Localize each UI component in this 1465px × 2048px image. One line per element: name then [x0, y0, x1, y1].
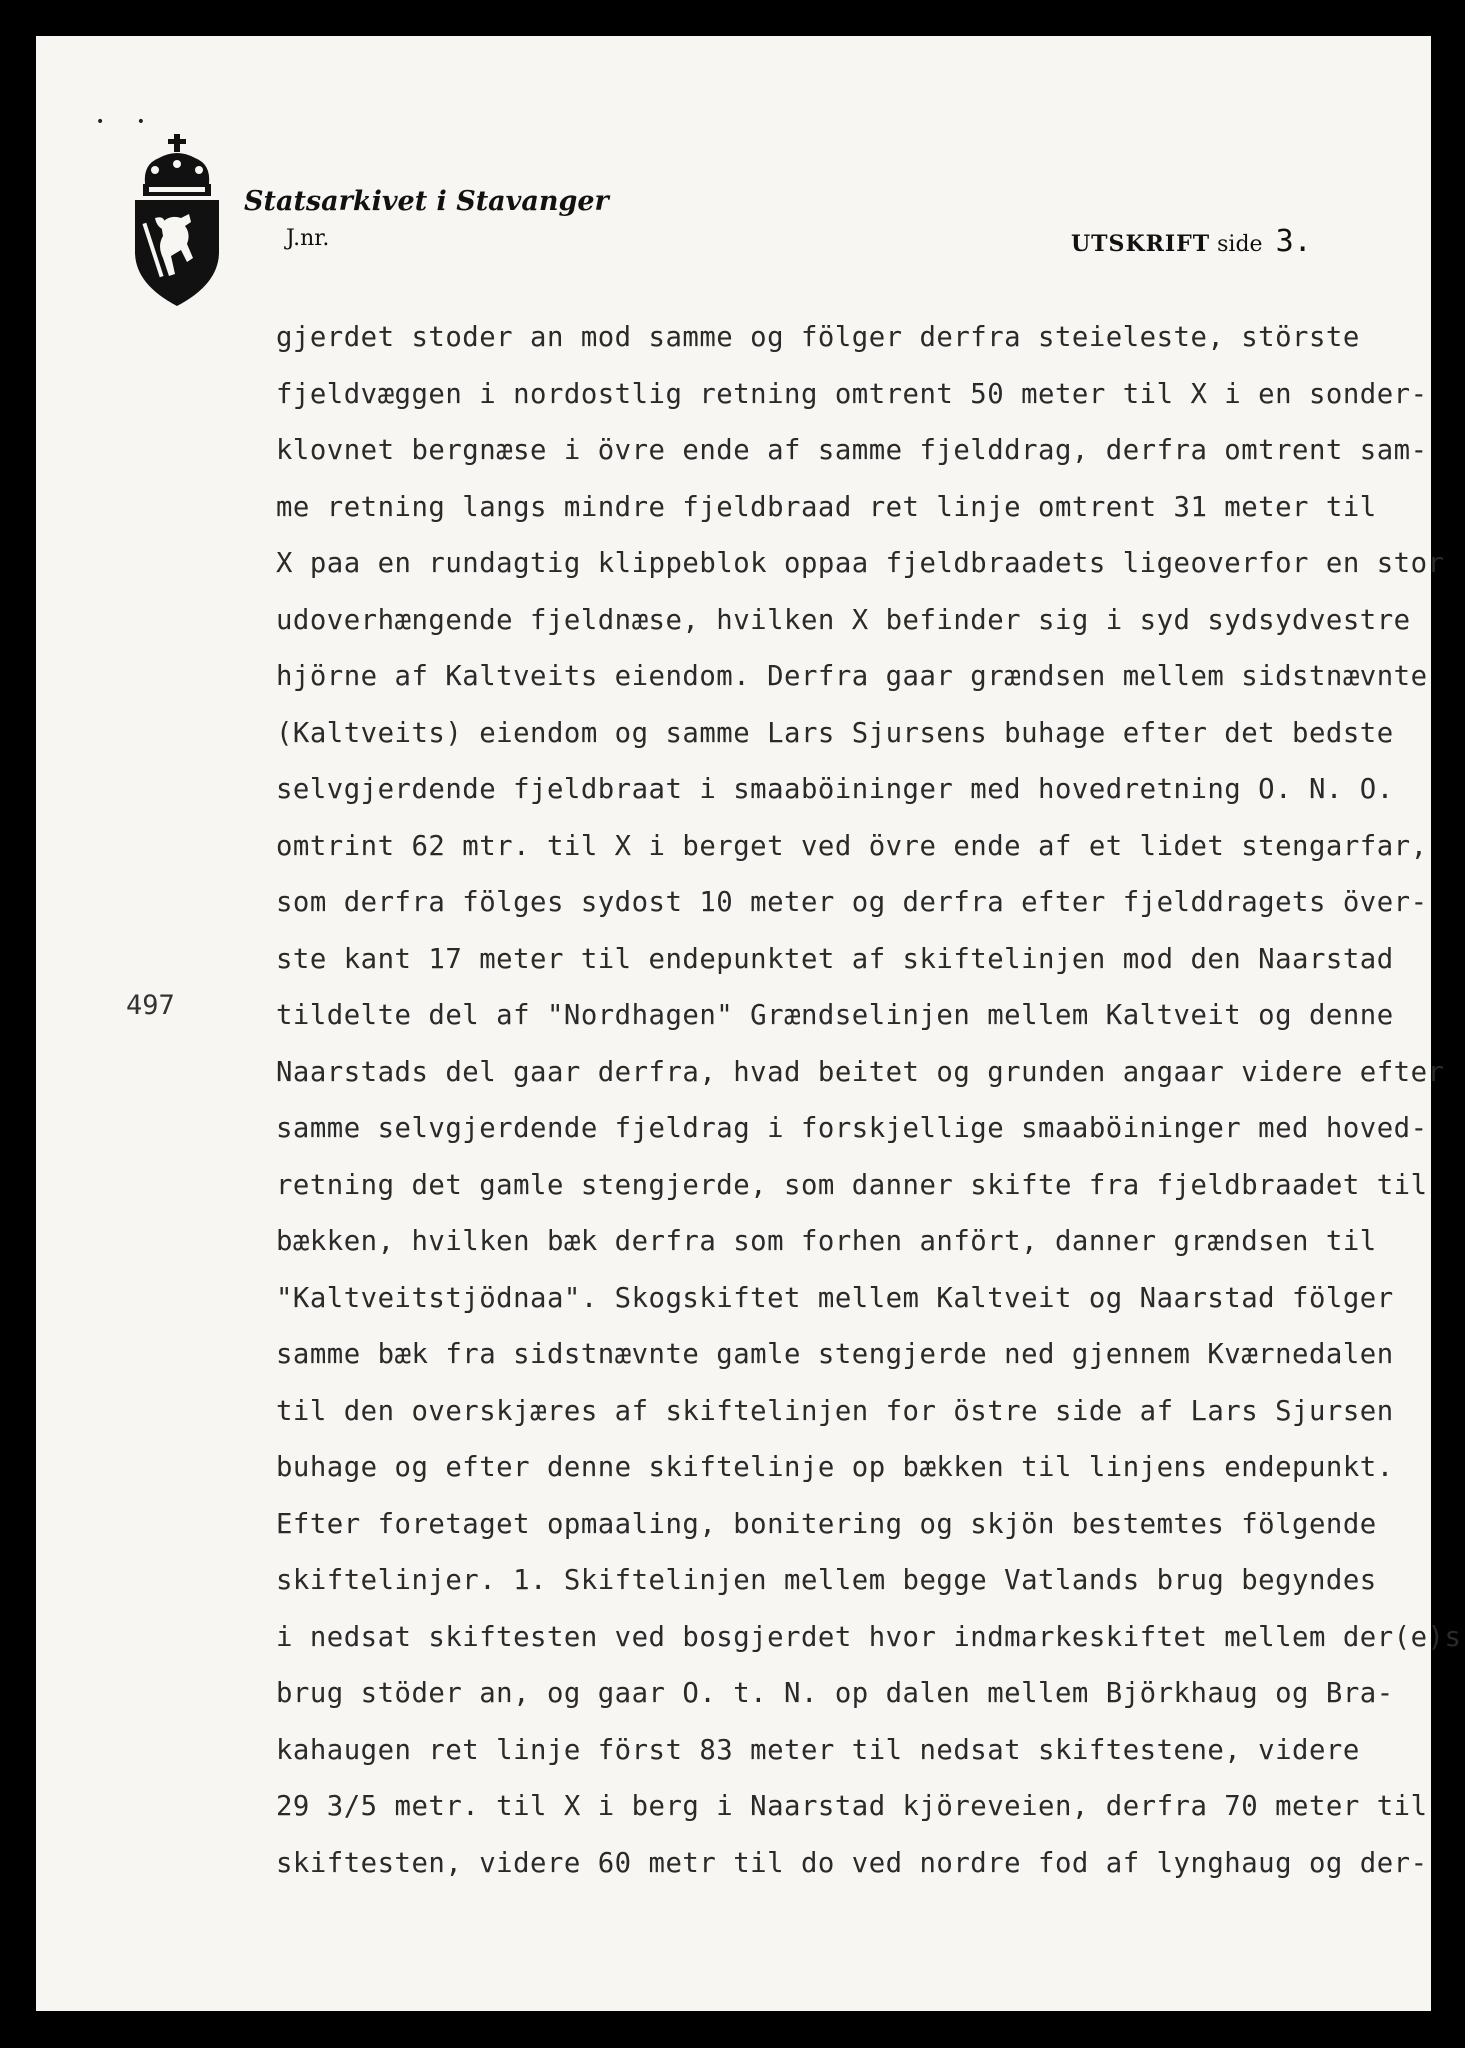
- transcript-page-heading: [1071, 224, 1312, 259]
- archive-name: Statsarkivet i Stavanger: [244, 186, 609, 217]
- text-line: retning det gamle stengjerde, som danner skifte fra fjeldbraadet til: [276, 1169, 1428, 1201]
- text-line: X paa en rundagtig klippeblok oppaa fjeldbraadets ligeoverfor en stor: [276, 548, 1445, 579]
- text-line: i nedsat skiftesten ved bosgjerdet hvor indmarkeskiftet mellem der(e)s: [276, 1621, 1462, 1653]
- text-line: 29 3/5 metr. til X i berg i Naarstad kjöreveien, derfra 70 meter til: [276, 1791, 1428, 1822]
- text-line: tildelte del af "Nordhagen" Grændselinjen mellem Kaltveit og denne: [276, 1000, 1394, 1031]
- text-line: selvgjerdende fjeldbraat i smaaböininger med hovedretning O. N. O.: [276, 774, 1394, 805]
- text-line: "Kaltveitstjödnaa". Skogskiftet mellem Kaltveit og Naarstad fölger: [276, 1282, 1394, 1314]
- text-line: fjeldvæggen i nordostlig retning omtrent 50 meter til X i en sonder-: [276, 378, 1428, 410]
- transcript-label: UTSKRIFT: [1071, 231, 1211, 257]
- document-body: [276, 310, 1462, 1892]
- text-line: som derfra fölges sydost 10 meter og derfra efter fjelddragets över-: [276, 887, 1428, 918]
- text-line: skiftelinjer. 1. Skiftelinjen mellem begge Vatlands brug begyndes: [276, 1565, 1377, 1596]
- journal-number-label: J.nr.: [286, 226, 330, 251]
- punch-marks: • •: [96, 114, 159, 130]
- document-page: [36, 36, 1462, 2011]
- text-line: (Kaltveits) eiendom og samme Lars Sjursens buhage efter det bedste: [276, 717, 1394, 749]
- text-line: ste kant 17 meter til endepunktet af skiftelinjen mod den Naarstad: [276, 943, 1394, 975]
- text-line: udoverhængende fjeldnæse, hvilken X befinder sig i syd sydsydvestre: [276, 604, 1411, 636]
- text-line: samme bæk fra sidstnævnte gamle stengjerde ned gjennem Kværnedalen: [276, 1339, 1394, 1370]
- text-line: bækken, hvilken bæk derfra som forhen anfört, danner grændsen til: [276, 1226, 1377, 1257]
- text-line: brug stöder an, og gaar O. t. N. op dalen mellem Björkhaug og Bra-: [276, 1678, 1394, 1709]
- margin-note: 497: [126, 990, 175, 1021]
- text-line: klovnet bergnæse i övre ende af samme fjelddrag, derfra omtrent sam-: [276, 435, 1428, 466]
- text-line: Efter foretaget opmaaling, bonitering og skjön bestemtes fölgende: [276, 1508, 1377, 1540]
- page-label: side: [1217, 232, 1263, 257]
- text-line: gjerdet stoder an mod samme og fölger derfra steieleste, störste: [276, 322, 1360, 353]
- text-line: omtrint 62 mtr. til X i berget ved övre ende af et lidet stengarfar,: [276, 830, 1428, 862]
- page-number: 3.: [1275, 224, 1312, 259]
- text-line: buhage og efter denne skiftelinje op bækken til linjens endepunkt.: [276, 1452, 1394, 1483]
- text-line: me retning langs mindre fjeldbraad ret linje omtrent 31 meter til: [276, 491, 1377, 523]
- text-line: samme selvgjerdende fjeldrag i forskjellige smaaböininger med hoved-: [276, 1113, 1428, 1144]
- text-line: kahaugen ret linje först 83 meter til nedsat skiftestene, videre: [276, 1734, 1360, 1766]
- norwegian-coat-of-arms-icon: [131, 134, 223, 306]
- text-line: skiftesten, videre 60 metr til do ved nordre fod af lynghaug og der-: [276, 1847, 1428, 1879]
- text-line: Naarstads del gaar derfra, hvad beitet og grunden angaar videre efter: [276, 1056, 1445, 1088]
- text-line: til den overskjæres af skiftelinjen for östre side af Lars Sjursen: [276, 1395, 1394, 1427]
- text-line: hjörne af Kaltveits eiendom. Derfra gaar grændsen mellem sidstnævnte: [276, 661, 1428, 692]
